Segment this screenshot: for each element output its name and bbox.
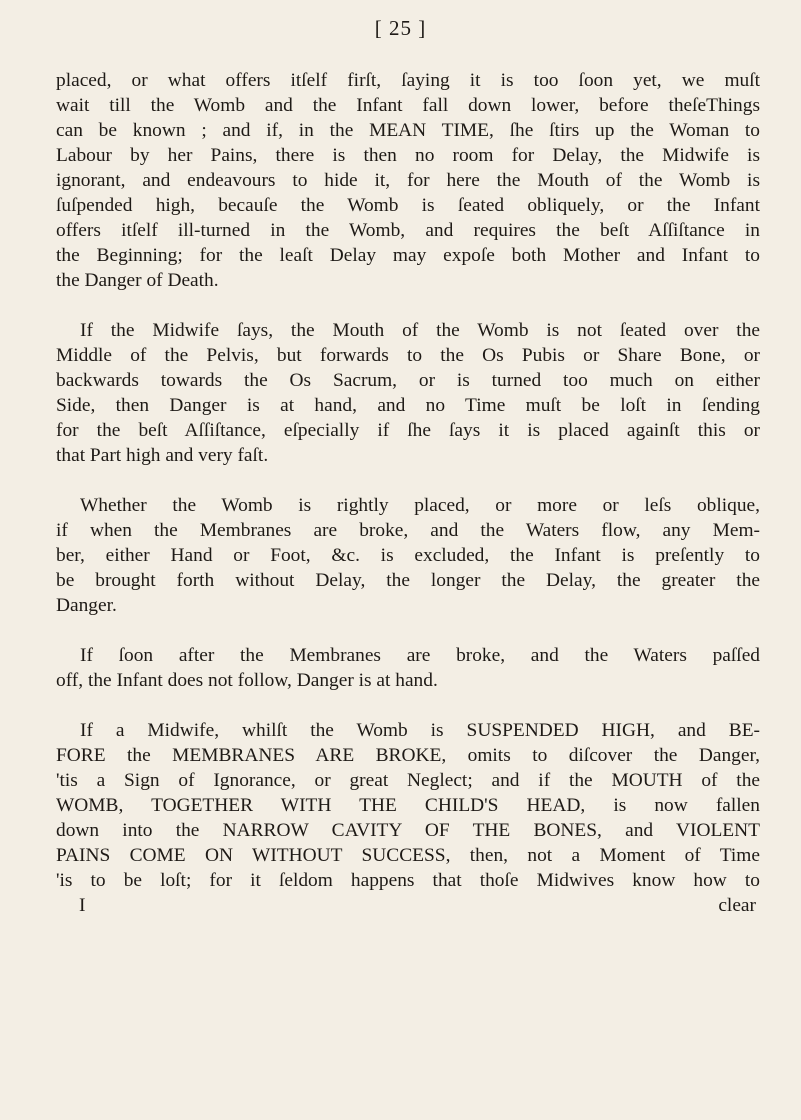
text-line: WOMB, TOGETHER WITH THE CHILD'S HEAD, is now fallen <box>56 795 760 816</box>
text-line: be brought forth without Delay, the longer the Delay, the greater the <box>56 570 760 591</box>
signature-mark: I <box>79 895 86 916</box>
page-footer <box>56 893 760 918</box>
text-line: off, the Infant does not follow, Danger is at hand. <box>56 670 438 691</box>
text-line: 'is to be loſt; for it ſeldom happens that thoſe Midwives know how to <box>56 870 760 891</box>
text-line: Middle of the Pelvis, but forwards to the Os Pubis or Share Bone, or <box>56 345 760 366</box>
text-line: FORE the MEMBRANES ARE BROKE, omits to diſcover the Danger, <box>56 745 760 766</box>
text-line: ſuſpended high, becauſe the Womb is ſeated obliquely, or the Infant <box>56 195 760 216</box>
body-text <box>56 68 760 918</box>
text-line: can be known ; and if, in the MEAN TIME, ſhe ſtirs up the Woman to <box>56 120 760 141</box>
text-line: If ſoon after the Membranes are broke, and the Waters paſſed <box>80 645 760 666</box>
text-line: the Danger of Death. <box>56 270 219 291</box>
page-number: [ 25 ] <box>374 16 427 40</box>
text-line: ignorant, and endeavours to hide it, for here the Mouth of the Womb is <box>56 170 760 191</box>
text-line: PAINS COME ON WITHOUT SUCCESS, then, not a Moment of Time <box>56 845 760 866</box>
text-line: offers itſelf ill-turned in the Womb, and requires the beſt Aſſiſtance in <box>56 220 760 241</box>
text-line: Side, then Danger is at hand, and no Time muſt be loſt in ſending <box>56 395 760 416</box>
text-line: If a Midwife, whilſt the Womb is SUSPENDED HIGH, and BE- <box>80 720 760 741</box>
text-line: If the Midwife ſays, the Mouth of the Womb is not ſeated over the <box>80 320 760 341</box>
text-line: down into the NARROW CAVITY OF THE BONES, and VIOLENT <box>56 820 760 841</box>
text-line: that Part high and very faſt. <box>56 445 269 466</box>
catchword: clear <box>718 895 756 916</box>
text-line: for the beſt Aſſiſtance, eſpecially if ſhe ſays it is placed againſt this or <box>56 420 760 441</box>
text-line: Danger. <box>56 595 117 616</box>
text-line: ber, either Hand or Foot, &c. is excluded, the Infant is preſently to <box>56 545 760 566</box>
text-line: if when the Membranes are broke, and the Waters flow, any Mem- <box>56 520 760 541</box>
text-line: the Beginning; for the leaſt Delay may expoſe both Mother and Infant to <box>56 245 760 266</box>
text-line: placed, or what offers itſelf firſt, ſaying it is too ſoon yet, we muſt <box>56 70 760 91</box>
text-line: Whether the Womb is rightly placed, or more or leſs oblique, <box>80 495 760 516</box>
text-line: wait till the Womb and the Infant fall down lower, before theſeThings <box>56 95 760 116</box>
text-line: Labour by her Pains, there is then no room for Delay, the Midwife is <box>56 145 760 166</box>
text-line: backwards towards the Os Sacrum, or is turned too much on either <box>56 370 760 391</box>
text-line: 'tis a Sign of Ignorance, or great Neglect; and if the MOUTH of the <box>56 770 760 791</box>
